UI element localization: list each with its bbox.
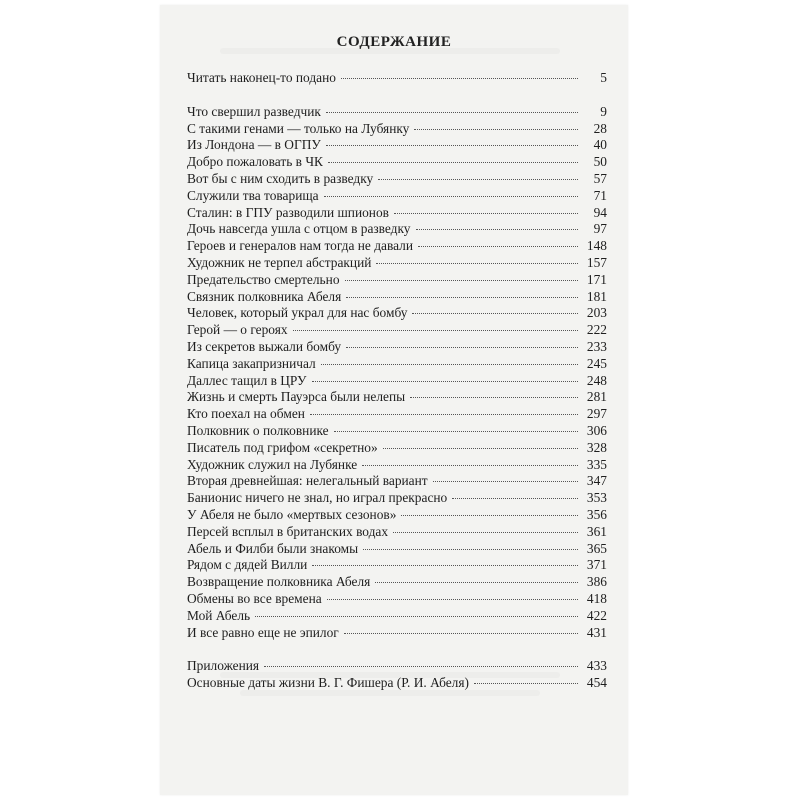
- toc-entry-page-number: 181: [586, 288, 607, 304]
- toc-entry-title: И все равно еще не эпилог: [187, 624, 339, 640]
- toc-entry: [187, 171, 607, 188]
- toc-entry: [187, 490, 607, 507]
- toc-entry-title: Художник не терпел абстракций: [187, 254, 372, 270]
- dot-leader: [418, 246, 578, 247]
- toc-entry-title: Кто поехал на обмен: [187, 406, 305, 422]
- toc-entry-title: Что свершил разведчик: [187, 103, 321, 119]
- toc-entry-title: Абель и Филби были знакомы: [187, 540, 359, 556]
- toc-entry-title: Основные даты жизни В. Г. Фишера (Р. И. Абеля): [187, 675, 469, 691]
- toc-entry-page-number: 222: [586, 322, 607, 338]
- dot-leader: [312, 381, 578, 382]
- dot-leader: [410, 397, 578, 398]
- toc-entry: [187, 238, 607, 255]
- toc-entry-page-number: 297: [586, 406, 607, 422]
- toc-entry-page-number: 245: [586, 355, 607, 371]
- dot-leader: [321, 364, 578, 365]
- toc-entry-page-number: 203: [586, 305, 607, 321]
- toc-entry: [187, 339, 607, 356]
- toc-entry: [187, 389, 607, 406]
- dot-leader: [346, 347, 578, 348]
- toc-entry: [187, 121, 607, 138]
- toc-entry-page-number: 57: [593, 170, 607, 186]
- dot-leader: [328, 162, 578, 163]
- toc-entry: [187, 541, 607, 558]
- toc-entry: [187, 507, 607, 524]
- dot-leader: [327, 599, 578, 600]
- dot-leader: [293, 330, 578, 331]
- dot-leader: [346, 297, 578, 298]
- toc-entry-page-number: 248: [586, 372, 607, 388]
- toc-entry: [187, 221, 607, 238]
- dot-leader: [433, 481, 578, 482]
- dot-leader: [264, 666, 578, 667]
- toc-entry: [187, 322, 607, 339]
- toc-entry-title: Предательство смертельно: [187, 271, 340, 287]
- toc-entry-title: Вторая древнейшая: нелегальный вариант: [187, 473, 428, 489]
- toc-entry-title: Читать наконец-то подано: [187, 70, 336, 85]
- toc-entry-page-number: 94: [593, 204, 607, 220]
- toc-entry: [187, 205, 607, 222]
- toc-entry-title: С такими генами — только на Лубянку: [187, 120, 410, 136]
- dot-leader: [326, 112, 578, 113]
- toc-entry: [187, 255, 607, 272]
- toc-chapters-group: [187, 104, 607, 642]
- toc-entry: [187, 457, 607, 474]
- dot-leader: [310, 414, 578, 415]
- toc-entry-title: Обмены во все времена: [187, 590, 322, 606]
- toc-entry: [187, 591, 607, 608]
- toc-entry-page-number: 157: [586, 254, 607, 270]
- toc-entry-page-number: 353: [586, 490, 607, 506]
- toc-entry-page-number: 9: [600, 103, 607, 119]
- dot-leader: [255, 616, 578, 617]
- toc-entry-page-number: 365: [586, 540, 607, 556]
- toc-entry: [187, 658, 607, 675]
- toc-entry: [187, 473, 607, 490]
- toc-entry-page-number: 50: [593, 154, 607, 170]
- toc-entry-page-number: 28: [593, 120, 607, 136]
- toc-entry-page-number: 433: [586, 658, 607, 674]
- dot-leader: [326, 145, 578, 146]
- dot-leader: [401, 515, 578, 516]
- toc-entry-page-number: 71: [593, 187, 607, 203]
- toc-entry-title: Герой — о героях: [187, 322, 288, 338]
- toc-entry-page-number: 335: [586, 456, 607, 472]
- toc-entry-page-number: 233: [586, 338, 607, 354]
- dot-leader: [344, 633, 578, 634]
- toc-entry: [187, 440, 607, 457]
- dot-leader: [345, 280, 578, 281]
- toc-spacer: [187, 87, 607, 104]
- dot-leader: [378, 179, 578, 180]
- dot-leader: [416, 229, 578, 230]
- toc-entry-title: Полковник о полковнике: [187, 422, 329, 438]
- toc-entry-page-number: 454: [586, 675, 607, 691]
- toc-entry: [187, 137, 607, 154]
- dot-leader: [414, 129, 578, 130]
- toc-entry: [187, 423, 607, 440]
- toc-entry-title: Связник полковника Абеля: [187, 288, 342, 304]
- toc-entry-title: Человек, который украл для нас бомбу: [187, 305, 408, 321]
- toc-entry: [187, 524, 607, 541]
- toc-intro-group: [187, 70, 607, 87]
- dot-leader: [363, 549, 578, 550]
- toc-appendix-group: [187, 658, 607, 692]
- page-title: СОДЕРЖАНИЕ: [336, 34, 452, 50]
- toc-entry-title: Капица закапризничал: [187, 355, 316, 371]
- dot-leader: [394, 213, 578, 214]
- toc-entry-title: Персей всплыл в британских водах: [187, 523, 389, 539]
- toc-spacer: [187, 641, 607, 658]
- toc-entry: [187, 625, 607, 642]
- toc-entry-title: Из секретов выжали бомбу: [187, 338, 342, 354]
- toc-entry-page-number: 386: [586, 574, 607, 590]
- toc-entry-page-number: 347: [586, 473, 607, 489]
- toc-entry: [187, 608, 607, 625]
- toc-entry-page-number: 431: [586, 624, 607, 640]
- dot-leader: [324, 196, 578, 197]
- toc-entry: [187, 675, 607, 692]
- toc-entry-title: У Абеля не было «мертвых сезонов»: [187, 506, 397, 522]
- toc-entry-page-number: 356: [586, 506, 607, 522]
- toc-entry-page-number: 371: [586, 557, 607, 573]
- toc-entry-title: Служили тва товарища: [187, 187, 319, 203]
- toc-entry: [187, 188, 607, 205]
- toc-entry-title: Художник служил на Лубянке: [187, 456, 358, 472]
- toc-entry-page-number: 422: [586, 607, 607, 623]
- dot-leader: [452, 498, 578, 499]
- toc-entry-page-number: 171: [586, 271, 607, 287]
- toc-entry-page-number: 97: [593, 221, 607, 237]
- dot-leader: [312, 565, 578, 566]
- dot-leader: [334, 431, 578, 432]
- toc-entry: [187, 356, 607, 373]
- toc-entry-page-number: 281: [586, 389, 607, 405]
- toc-entry-title: Писатель под грифом «секретно»: [187, 439, 378, 455]
- toc-entry-title: Героев и генералов нам тогда не давали: [187, 238, 414, 254]
- toc-entry-title: Сталин: в ГПУ разводили шпионов: [187, 204, 389, 220]
- toc-entry: [187, 289, 607, 306]
- toc-entry-page-number: 306: [586, 422, 607, 438]
- toc-entry: [187, 406, 607, 423]
- toc-entry-title: Добро пожаловать в ЧК: [187, 154, 323, 170]
- toc-entry-title: Приложения: [187, 658, 260, 674]
- toc-entry-page-number: 328: [586, 439, 607, 455]
- toc-entry-page-number: 361: [586, 523, 607, 539]
- toc-entry-page-number: 5: [600, 70, 607, 85]
- table-of-contents: [187, 70, 607, 692]
- toc-entry: [187, 557, 607, 574]
- toc-entry: [187, 272, 607, 289]
- toc-entry-title: Вот бы с ним сходить в разведку: [187, 170, 374, 186]
- toc-entry-title: Даллес тащил в ЦРУ: [187, 372, 307, 388]
- toc-entry-title: Из Лондона — в ОГПУ: [187, 137, 321, 153]
- toc-entry-title: Мой Абель: [187, 607, 251, 623]
- dot-leader: [375, 582, 578, 583]
- dot-leader: [376, 263, 578, 264]
- toc-entry: [187, 373, 607, 390]
- toc-entry: [187, 154, 607, 171]
- toc-entry: [187, 70, 607, 87]
- toc-entry-title: Банионис ничего не знал, но играл прекрасно: [187, 490, 448, 506]
- toc-entry-page-number: 40: [593, 137, 607, 153]
- toc-entry-title: Дочь навсегда ушла с отцом в разведку: [187, 221, 411, 237]
- dot-leader: [412, 313, 578, 314]
- toc-entry-title: Возвращение полковника Абеля: [187, 574, 371, 590]
- toc-entry: [187, 305, 607, 322]
- toc-entry: [187, 574, 607, 591]
- dot-leader: [383, 448, 578, 449]
- dot-leader: [362, 465, 578, 466]
- toc-entry-page-number: 418: [586, 590, 607, 606]
- toc-entry-page-number: 148: [586, 238, 607, 254]
- dot-leader: [393, 532, 578, 533]
- toc-entry-title: Рядом с дядей Вилли: [187, 557, 308, 573]
- toc-entry-title: Жизнь и смерть Пауэрса были нелепы: [187, 389, 406, 405]
- toc-entry: [187, 104, 607, 121]
- dot-leader: [341, 78, 578, 79]
- dot-leader: [474, 683, 578, 684]
